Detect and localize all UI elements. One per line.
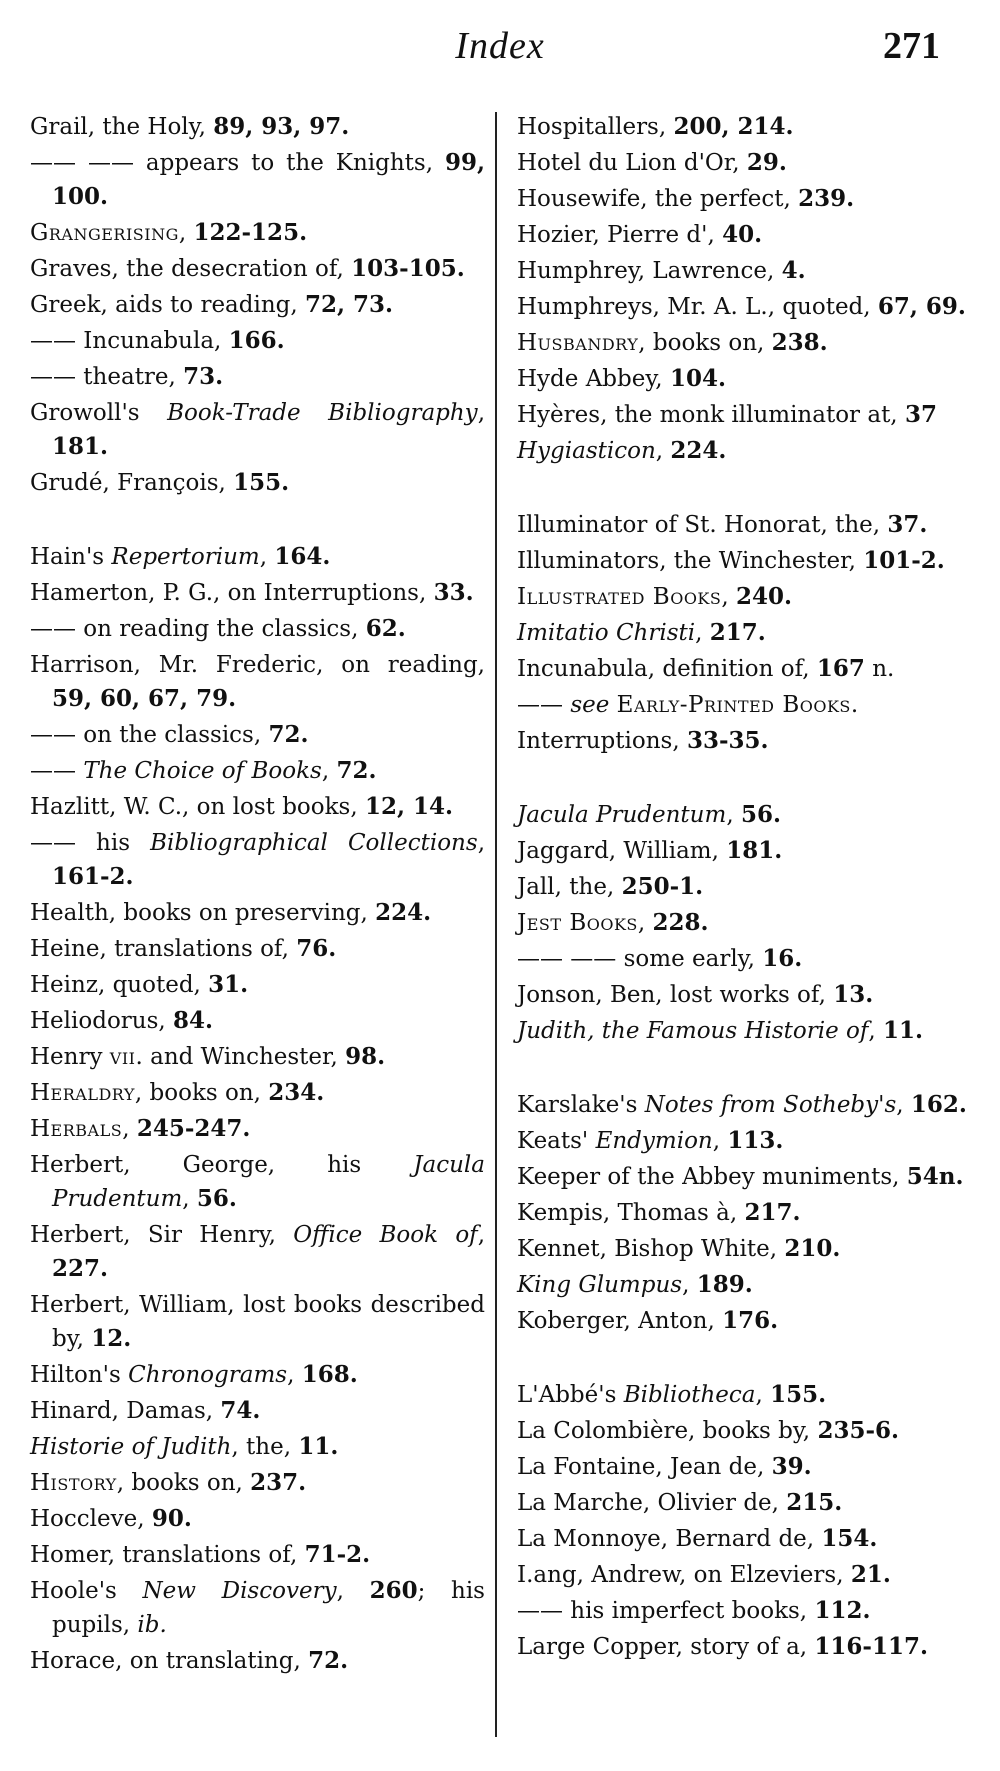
index-entry: —— theatre, 73.: [30, 363, 224, 390]
index-entry: Heliodorus, 84.: [30, 1007, 214, 1034]
index-entry: Harrison, Mr. Frederic, on reading, 59, 60, 67, 79.: [30, 652, 485, 712]
index-entry: Henry vii. and Winchester, 98.: [30, 1043, 386, 1070]
index-entry: Humphreys, Mr. A. L., quoted, 67, 69.: [517, 293, 966, 320]
index-entry: Jaggard, William, 181.: [517, 837, 783, 864]
index-entry: Hinard, Damas, 74.: [30, 1397, 261, 1424]
index-entry: Grail, the Holy, 89, 93, 97.: [30, 113, 350, 140]
index-entry: Imitatio Christi, 217.: [517, 619, 766, 646]
index-entry: —— The Choice of Books, 72.: [30, 757, 377, 784]
index-entry: Illuminator of St. Honorat, the, 37.: [517, 511, 928, 538]
index-entry: Hilton's Chronograms, 168.: [30, 1361, 358, 1388]
index-entry: Hyères, the monk illuminator at, 37: [517, 401, 937, 428]
index-column-left: [30, 110, 485, 1680]
index-entry: Hyde Abbey, 104.: [517, 365, 726, 392]
section-gap: [517, 470, 967, 508]
index-entry: La Colombière, books by, 235-6.: [517, 1417, 900, 1444]
index-entry: Judith, the Famous Historie of, 11.: [517, 1017, 924, 1044]
index-entry: Hain's Repertorium, 164.: [30, 543, 331, 570]
index-entry: Heine, translations of, 76.: [30, 935, 337, 962]
index-entry: Illuminators, the Winchester, 101-2.: [517, 547, 945, 574]
index-entry: I.ang, Andrew, on Elzeviers, 21.: [517, 1561, 891, 1588]
index-entry: Interruptions, 33-35.: [517, 727, 769, 754]
index-entry: Large Copper, story of a, 116-117.: [517, 1633, 928, 1660]
index-entry: —— on the classics, 72.: [30, 721, 309, 748]
index-entry: L'Abbé's Bibliotheca, 155.: [517, 1381, 827, 1408]
index-entry: Hamerton, P. G., on Interruptions, 33.: [30, 579, 474, 606]
index-entry: —— —— some early, 16.: [517, 945, 803, 972]
column-divider: [495, 112, 497, 1737]
index-entry: Heinz, quoted, 31.: [30, 971, 249, 998]
page-title: Index: [455, 25, 545, 67]
index-entry: Incunabula, definition of, 167 n.: [517, 655, 895, 682]
index-entry: Jonson, Ben, lost works of, 13.: [517, 981, 874, 1008]
index-entry: Heraldry, books on, 234.: [30, 1079, 325, 1106]
index-entry: History, books on, 237.: [30, 1469, 307, 1496]
index-entry: —— —— appears to the Knights, 99, 100.: [30, 149, 485, 210]
index-entry: Kennet, Bishop White, 210.: [517, 1235, 841, 1262]
index-entry: Jacula Prudentum, 56.: [517, 801, 781, 828]
index-entry: Herbert, William, lost books described by, 12.: [30, 1292, 485, 1352]
index-entry: Grangerising, 122-125.: [30, 219, 308, 246]
index-entry: Humphrey, Lawrence, 4.: [517, 257, 806, 284]
index-entry: Growoll's Book-Trade Bibliography, 181.: [30, 400, 485, 460]
index-entry: —— his imperfect books, 112.: [517, 1597, 871, 1624]
index-entry: Health, books on preserving, 224.: [30, 899, 432, 926]
index-entry: —— his Bibliographical Collections, 161-2.: [30, 830, 485, 890]
index-entry: Historie of Judith, the, 11.: [30, 1433, 339, 1460]
index-entry: Hazlitt, W. C., on lost books, 12, 14.: [30, 793, 454, 820]
index-entry: Koberger, Anton, 176.: [517, 1307, 779, 1334]
index-entry: Herbals, 245-247.: [30, 1115, 251, 1142]
index-entry: Hoole's New Discovery, 260; his pupils, ib.: [30, 1577, 485, 1638]
index-entry: Grudé, François, 155.: [30, 469, 290, 496]
index-entry: Jest Books, 228.: [517, 909, 709, 936]
index-entry: Housewife, the perfect, 239.: [517, 185, 855, 212]
index-entry: Karslake's Notes from Sotheby's, 162.: [517, 1091, 967, 1118]
index-entry: Hospitallers, 200, 214.: [517, 113, 794, 140]
section-gap: [517, 1340, 967, 1378]
index-entry: Homer, translations of, 71-2.: [30, 1541, 371, 1568]
index-entry: Keeper of the Abbey muniments, 54n.: [517, 1163, 964, 1190]
section-gap: [30, 502, 485, 540]
index-entry: Hygiasticon, 224.: [517, 437, 727, 464]
index-entry: Hoccleve, 90.: [30, 1505, 192, 1532]
index-entry: La Fontaine, Jean de, 39.: [517, 1453, 812, 1480]
index-column-right: [517, 110, 967, 1666]
index-entry: Jall, the, 250-1.: [517, 873, 704, 900]
index-entry: Hotel du Lion d'Or, 29.: [517, 149, 787, 176]
section-gap: [517, 1050, 967, 1088]
index-entry: Kempis, Thomas à, 217.: [517, 1199, 801, 1226]
index-entry: Graves, the desecration of, 103-105.: [30, 255, 465, 282]
index-entry: —— Incunabula, 166.: [30, 327, 285, 354]
index-entry: Illustrated Books, 240.: [517, 583, 793, 610]
index-entry: Husbandry, books on, 238.: [517, 329, 828, 356]
index-entry: La Marche, Olivier de, 215.: [517, 1489, 843, 1516]
index-entry: —— on reading the classics, 62.: [30, 615, 406, 642]
index-entry: Horace, on translating, 72.: [30, 1647, 349, 1674]
page-number: 271: [883, 25, 940, 67]
index-entry: Greek, aids to reading, 72, 73.: [30, 291, 394, 318]
index-entry: Keats' Endymion, 113.: [517, 1127, 784, 1154]
index-entry: Hozier, Pierre d', 40.: [517, 221, 763, 248]
index-entry: —— see Early-Printed Books.: [517, 692, 859, 718]
index-entry: Herbert, Sir Henry, Office Book of, 227.: [30, 1222, 485, 1282]
index-entry: La Monnoye, Bernard de, 154.: [517, 1525, 878, 1552]
index-entry: King Glumpus, 189.: [517, 1271, 753, 1298]
index-entry: Herbert, George, his Jacula Prudentum, 56.: [30, 1152, 485, 1212]
section-gap: [517, 760, 967, 798]
page-header: [0, 18, 1000, 78]
